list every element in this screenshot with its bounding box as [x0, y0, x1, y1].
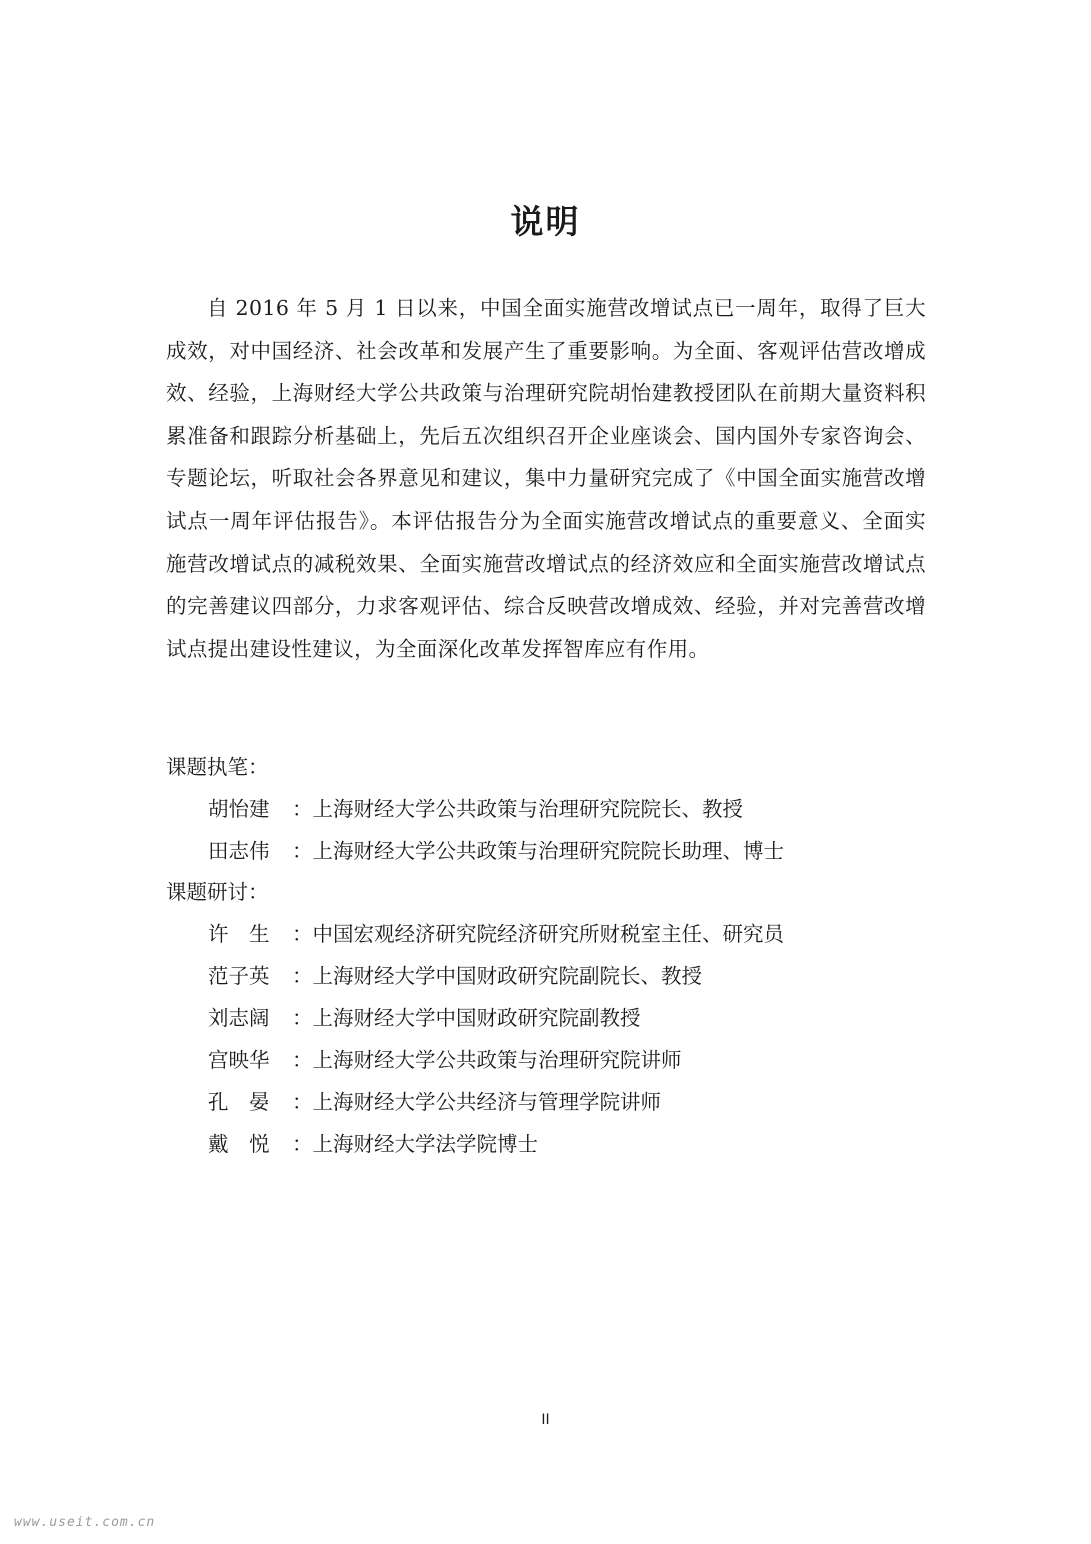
member-affiliation: 上海财经大学公共政策与治理研究院讲师 [312, 1048, 682, 1072]
member-name: 宫映华 [208, 1048, 270, 1072]
member-affiliation: 上海财经大学公共经济与管理学院讲师 [312, 1090, 661, 1114]
researcher-entry [166, 1123, 926, 1165]
member-separator: ： [292, 964, 313, 988]
member-separator: ： [292, 1006, 313, 1030]
researcher-entry [166, 997, 926, 1039]
member-name: 孔 晏 [208, 1090, 270, 1114]
member-separator: ： [292, 839, 313, 863]
member-separator: ： [292, 1132, 313, 1156]
writer-entry [166, 830, 926, 872]
member-separator: ： [292, 797, 313, 821]
page-number: II [541, 1412, 550, 1428]
member-name: 戴 悦 [208, 1132, 270, 1156]
page-title: 说明 [510, 202, 581, 241]
member-name: 刘志阔 [208, 1006, 270, 1030]
member-affiliation: 上海财经大学中国财政研究院副教授 [312, 1006, 641, 1030]
researchers-label: 课题研讨： [166, 880, 269, 904]
writers-section [166, 746, 926, 872]
member-affiliation: 上海财经大学公共政策与治理研究院院长、教授 [312, 797, 743, 821]
member-name: 田志伟 [208, 839, 270, 863]
member-affiliation: 上海财经大学法学院博士 [312, 1132, 538, 1156]
researcher-entry [166, 1081, 926, 1123]
researchers-section [166, 871, 926, 1165]
member-separator: ： [292, 922, 313, 946]
researcher-entry [166, 913, 926, 955]
member-affiliation: 上海财经大学中国财政研究院副院长、教授 [312, 964, 702, 988]
member-name: 许 生 [208, 922, 270, 946]
researcher-entry [166, 955, 926, 997]
member-separator: ： [292, 1090, 313, 1114]
member-separator: ： [292, 1048, 313, 1072]
member-name: 范子英 [208, 964, 270, 988]
member-affiliation: 上海财经大学公共政策与治理研究院院长助理、博士 [312, 839, 784, 863]
writers-label: 课题执笔： [166, 755, 269, 779]
writer-entry [166, 788, 926, 830]
member-affiliation: 中国宏观经济研究院经济研究所财税室主任、研究员 [312, 922, 784, 946]
member-name: 胡怡建 [208, 797, 270, 821]
intro-paragraph: 自 2016 年 5 月 1 日以来，中国全面实施营改增试点已一周年，取得了巨大成效，对中国经济、社会改革和发展产生了重要影响。为全面、客观评估营改增成效、经验，上海财经大学公共政策与治理研究院胡怡建教授团队在前期大量资料积累准备和跟踪分析基础上，先后五次组织召开企业座谈会、国内国外专家咨询会、专题论坛，听取社会各界意见和建议，集中力量研究完成了《中国全面实施营改增试点一周年评估报告》。本评估报告分为全面实施营改增试点的重要意义、全面实施营改增试点的减税效果、全面实施营改增试点的经济效应和全面实施营改增试点的完善建议四部分，力求客观评估、综合反映营改增成效、经验，并对完善营改增试点提出建设性建议，为全面深化改革发挥智库应有作用。 [166, 296, 926, 661]
watermark: www.useit.com.cn [14, 1515, 156, 1530]
researcher-entry [166, 1039, 926, 1081]
